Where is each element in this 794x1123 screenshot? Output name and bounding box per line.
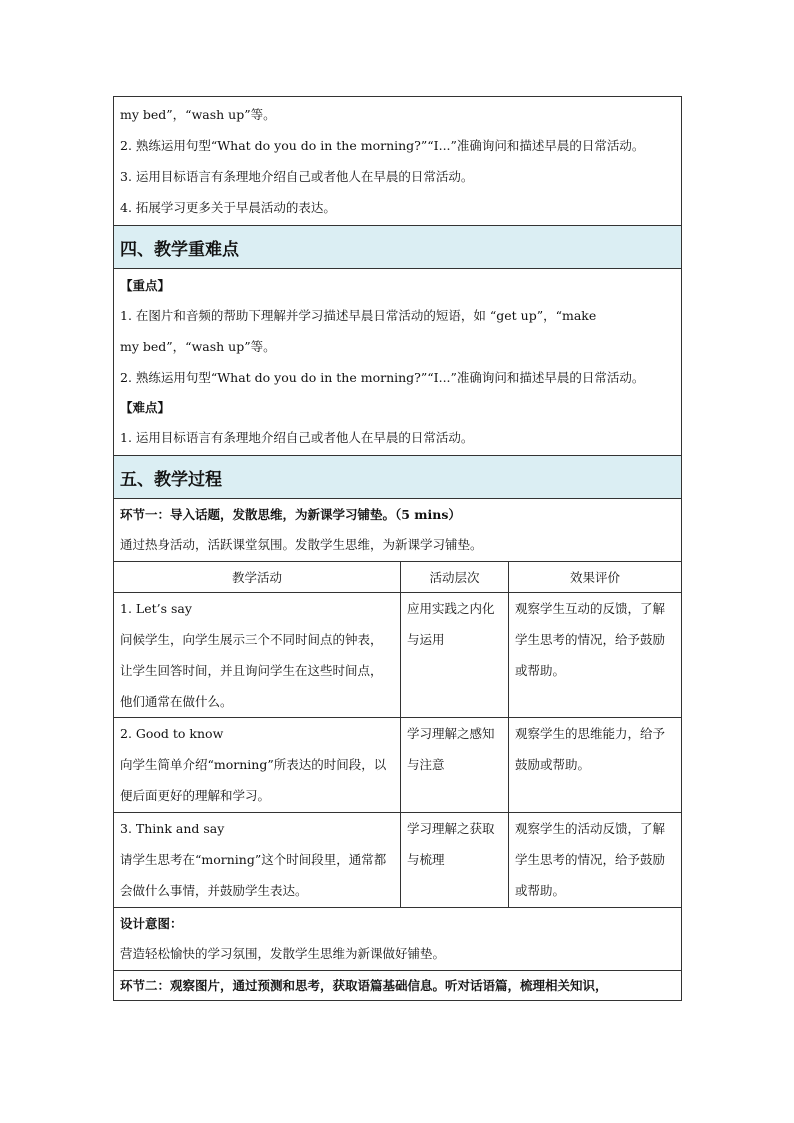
objective-line: my bed”，“wash up”等。	[120, 107, 276, 122]
section-heading: 五、教学过程	[114, 456, 682, 499]
activity-level: 应用实践之内化与运用	[401, 593, 509, 718]
section-heading: 四、教学重难点	[114, 226, 682, 269]
lesson-plan-table	[113, 96, 682, 1001]
step-two-title: 环节二：观察图片，通过预测和思考，获取语篇基础信息。听对话语篇，梳理相关知识，	[120, 978, 608, 993]
activity-row	[114, 593, 682, 718]
objective-line: 2. 熟练运用句型“What do you do in the morning?”“I...”准确询问和描述早晨的日常活动。	[120, 138, 645, 153]
activity-description: 问候学生，向学生展示三个不同时间点的钟表，让学生回答时间，并且询问学生在这些时间点，他们通常在做什么。	[120, 632, 383, 709]
section-heading-row	[114, 226, 682, 269]
activity-level: 学习理解之获取与梳理	[401, 813, 509, 908]
key-difficult-points-row	[114, 269, 682, 456]
objective-line: 3. 运用目标语言有条理地介绍自己或者他人在早晨的日常活动。	[120, 169, 474, 184]
step-one-row	[114, 499, 682, 562]
header-level: 活动层次	[401, 562, 509, 593]
header-evaluation: 效果评价	[509, 562, 682, 593]
activity-evaluation: 观察学生互动的反馈，了解学生思考的情况，给予鼓励或帮助。	[509, 593, 682, 718]
step-one-description: 通过热身活动，活跃课堂氛围。发散学生思维，为新课学习铺垫。	[120, 537, 483, 552]
step-two-row	[114, 971, 682, 1001]
activity-evaluation: 观察学生的活动反馈，了解学生思考的情况，给予鼓励或帮助。	[509, 813, 682, 908]
step-one-title: 环节一：导入话题，发散思维，为新课学习铺垫。（5 mins）	[120, 507, 461, 522]
activity-row	[114, 813, 682, 908]
header-activity: 教学活动	[114, 562, 401, 593]
objective-line: 4. 拓展学习更多关于早晨活动的表达。	[120, 200, 336, 215]
difficult-point-line: 1. 运用目标语言有条理地介绍自己或者他人在早晨的日常活动。	[120, 430, 474, 445]
objectives-continued-row	[114, 97, 682, 226]
lesson-plan-document	[113, 96, 681, 1001]
key-points-label: 【重点】	[120, 278, 171, 293]
key-point-line: 1. 在图片和音频的帮助下理解并学习描述早晨日常活动的短语，如 “get up”，“make	[120, 308, 597, 323]
activity-table-header	[114, 562, 682, 593]
key-point-line: 2. 熟练运用句型“What do you do in the morning?”“I...”准确询问和描述早晨的日常活动。	[120, 370, 645, 385]
section-heading-row	[114, 456, 682, 499]
design-intent-text: 营造轻松愉快的学习氛围，发散学生思维为新课做好铺垫。	[120, 946, 446, 961]
design-intent-label: 设计意图：	[120, 916, 183, 931]
activity-description: 向学生简单介绍“morning”所表达的时间段，以便后面更好的理解和学习。	[120, 757, 387, 803]
difficult-points-label: 【难点】	[120, 400, 171, 415]
activity-title: 1. Let’s say	[120, 601, 192, 616]
activity-row	[114, 718, 682, 813]
activity-evaluation: 观察学生的思维能力，给予鼓励或帮助。	[509, 718, 682, 813]
activity-description: 请学生思考在“morning”这个时间段里，通常都会做什么事情，并鼓励学生表达。	[120, 852, 387, 898]
activity-title: 2. Good to know	[120, 726, 224, 741]
activity-level: 学习理解之感知与注意	[401, 718, 509, 813]
design-intent-row	[114, 908, 682, 971]
key-point-line: my bed”，“wash up”等。	[120, 339, 276, 354]
activity-title: 3. Think and say	[120, 821, 225, 836]
